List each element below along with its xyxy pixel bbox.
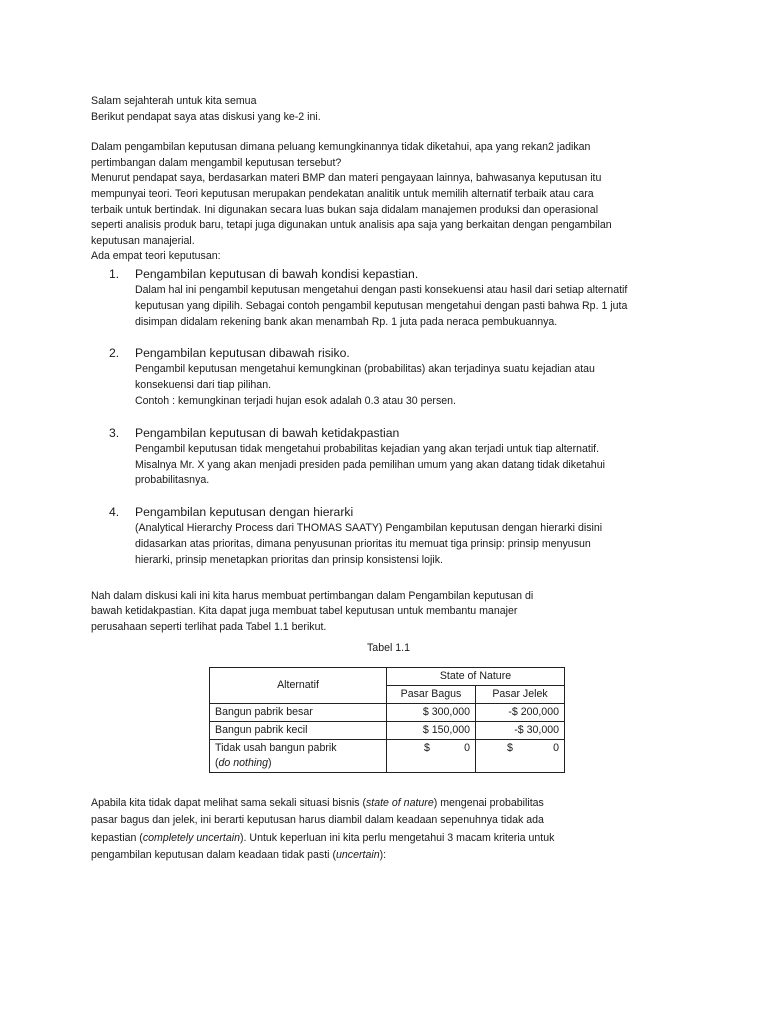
document-page	[91, 94, 681, 865]
currency-symbol: $	[424, 741, 430, 754]
amount: 0	[553, 741, 559, 754]
theory-heading	[109, 424, 681, 442]
alt-line: Tidak usah bangun pabrik	[215, 741, 337, 754]
text-line	[91, 795, 607, 813]
italic-term: completely uncertain	[142, 831, 240, 844]
text-line: keputusan yang dipilih. Sebagai contoh pengambil keputusan mengetahui dengan pasti bahwa Rp. 1 juta	[135, 299, 628, 312]
text-line: Pengambil keputusan mengetahui kemungkinan (probabilitas) akan terjadinya suatu kejadian atau	[135, 363, 595, 376]
text-line: Dalam pengambilan keputusan dimana peluang kemungkinannya tidak diketahui, apa yang rekan2 jadikan	[91, 141, 591, 154]
currency-symbol: $	[507, 741, 513, 754]
text-span: kepastian (	[91, 831, 143, 844]
theory-body	[135, 442, 681, 489]
theory-heading	[109, 344, 681, 362]
cell-alternatif	[210, 739, 387, 772]
table-row	[210, 703, 565, 721]
text-line: terbaik untuk bertindak. Ini digunakan secara luas bukan saja didalam manajemen produksi dan operasional	[91, 203, 599, 216]
cell-pasar-bagus: $ 150,000	[387, 721, 476, 739]
text-line: probabilitasnya.	[135, 474, 210, 487]
closing-paragraph	[91, 795, 607, 865]
alt-note	[215, 756, 381, 771]
text-line: konsekuensi dari tiap pilihan.	[135, 379, 272, 392]
table-header-row	[210, 667, 565, 685]
table-row	[210, 739, 565, 772]
theory-heading	[109, 503, 681, 521]
text-line: hierarki, prinsip menetapkan prioritas dan prinsip konsistensi lojik.	[135, 553, 443, 566]
text-line: perusahaan seperti terlihat pada Tabel 1.1 berikut.	[91, 620, 327, 633]
theory-title: Pengambilan keputusan di bawah kondisi kepastian.	[135, 266, 419, 281]
theory-body	[135, 521, 681, 568]
list-number: 4.	[109, 505, 120, 520]
table-row	[210, 721, 565, 739]
cell-pasar-jelek	[476, 739, 565, 772]
cell-pasar-jelek: -$ 30,000	[476, 721, 565, 739]
text-span: ):	[379, 849, 387, 862]
alt-note-italic: do nothing	[218, 756, 269, 769]
cell-pasar-bagus	[387, 739, 476, 772]
cell-pasar-bagus: $ 300,000	[387, 703, 476, 721]
theory-list	[91, 265, 681, 569]
list-number: 3.	[109, 425, 120, 440]
text-span: Apabila kita tidak dapat melihat sama sekali situasi bisnis (	[91, 796, 366, 809]
opening-paragraph	[91, 140, 681, 265]
theory-body	[135, 283, 681, 330]
table-caption: Tabel 1.1	[367, 642, 410, 655]
italic-term: state of nature	[365, 796, 434, 809]
text-line: Misalnya Mr. X yang akan menjadi presiden pada pemilihan umum yang akan datang tidak diketahui	[135, 458, 605, 471]
greeting-line: Salam sejahterah untuk kita semua	[91, 95, 257, 107]
theory-item	[109, 344, 681, 409]
text-line: seperti analisis produk baru, tetapi juga digunakan untuk analisis apa saja yang berkaitan dengan pengambilan	[91, 219, 612, 232]
text-line: pertimbangan dalam mengambil keputusan tersebut?	[91, 156, 342, 169]
paren: )	[268, 756, 272, 769]
theory-item	[109, 424, 681, 489]
decision-table	[209, 667, 565, 773]
header-pasar-bagus: Pasar Bagus	[387, 685, 476, 703]
theory-title: Pengambilan keputusan dengan hierarki	[135, 505, 354, 520]
text-line: bawah ketidakpastian. Kita dapat juga membuat tabel keputusan untuk membantu manajer	[91, 605, 518, 618]
cell-pasar-jelek: -$ 200,000	[476, 703, 565, 721]
text-line: pasar bagus dan jelek, ini berarti keputusan harus diambil dalam keadaan sepenuhnya tidak ada	[91, 814, 544, 827]
text-line: disimpan didalam rekening bank akan menambah Rp. 1 juta pada neraca pembukuannya.	[135, 315, 558, 328]
text-line	[91, 847, 607, 865]
text-line	[91, 830, 607, 848]
theory-title: Pengambilan keputusan dibawah risiko.	[135, 346, 350, 361]
cell-alternatif: Bangun pabrik kecil	[210, 721, 387, 739]
italic-term: uncertain	[336, 849, 380, 862]
theory-heading	[109, 265, 681, 283]
text-line: keputusan manajerial.	[91, 234, 195, 247]
text-line: didasarkan atas prioritas, dimana penyusunan prioritas itu memuat tiga prinsip: prinsip menyusun	[135, 537, 591, 550]
text-line: Menurut pendapat saya, berdasarkan materi BMP dan materi pengayaan lainnya, bahwasanya keputusan itu	[91, 172, 602, 185]
theory-item	[109, 503, 681, 568]
header-alternatif: Alternatif	[210, 667, 387, 703]
text-line: Pengambil keputusan tidak mengetahui probabilitas kejadian yang akan terjadi untuk tiap alternatif.	[135, 442, 600, 455]
text-span: ) mengenai probabilitas	[433, 796, 544, 809]
header-state-of-nature: State of Nature	[387, 667, 565, 685]
text-line: (Analytical Hierarchy Process dari THOMAS SAATY) Pengambilan keputusan dengan hierarki disini	[135, 522, 603, 535]
list-number: 1.	[109, 266, 120, 281]
list-number: 2.	[109, 346, 120, 361]
text-line: Ada empat teori keputusan:	[91, 250, 221, 263]
text-line: Dalam hal ini pengambil keputusan mengetahui dengan pasti konsekuensi atau hasil dari setiap alternatif	[135, 283, 628, 296]
theory-title: Pengambilan keputusan di bawah ketidakpastian	[135, 425, 400, 440]
discussion-paragraph	[91, 589, 681, 636]
theory-item	[109, 265, 681, 330]
header-pasar-jelek: Pasar Jelek	[476, 685, 565, 703]
paren: (	[215, 756, 219, 769]
amount: 0	[464, 741, 470, 754]
text-line: Nah dalam diskusi kali ini kita harus membuat pertimbangan dalam Pengambilan keputusan di	[91, 589, 534, 602]
theory-body	[135, 362, 681, 409]
text-span: pengambilan keputusan dalam keadaan tidak pasti (	[91, 849, 336, 862]
text-line: mempunyai teori. Teori keputusan merupakan pendekatan analitik untuk memilih alternatif terbaik atau cara	[91, 187, 594, 200]
intro-line: Berikut pendapat saya atas diskusi yang ke-2 ini.	[91, 110, 321, 123]
cell-alternatif: Bangun pabrik besar	[210, 703, 387, 721]
text-line: Contoh : kemungkinan terjadi hujan esok adalah 0.3 atau 30 persen.	[135, 394, 456, 407]
text-span: ). Untuk keperluan ini kita perlu mengetahui 3 macam kriteria untuk	[240, 831, 555, 844]
